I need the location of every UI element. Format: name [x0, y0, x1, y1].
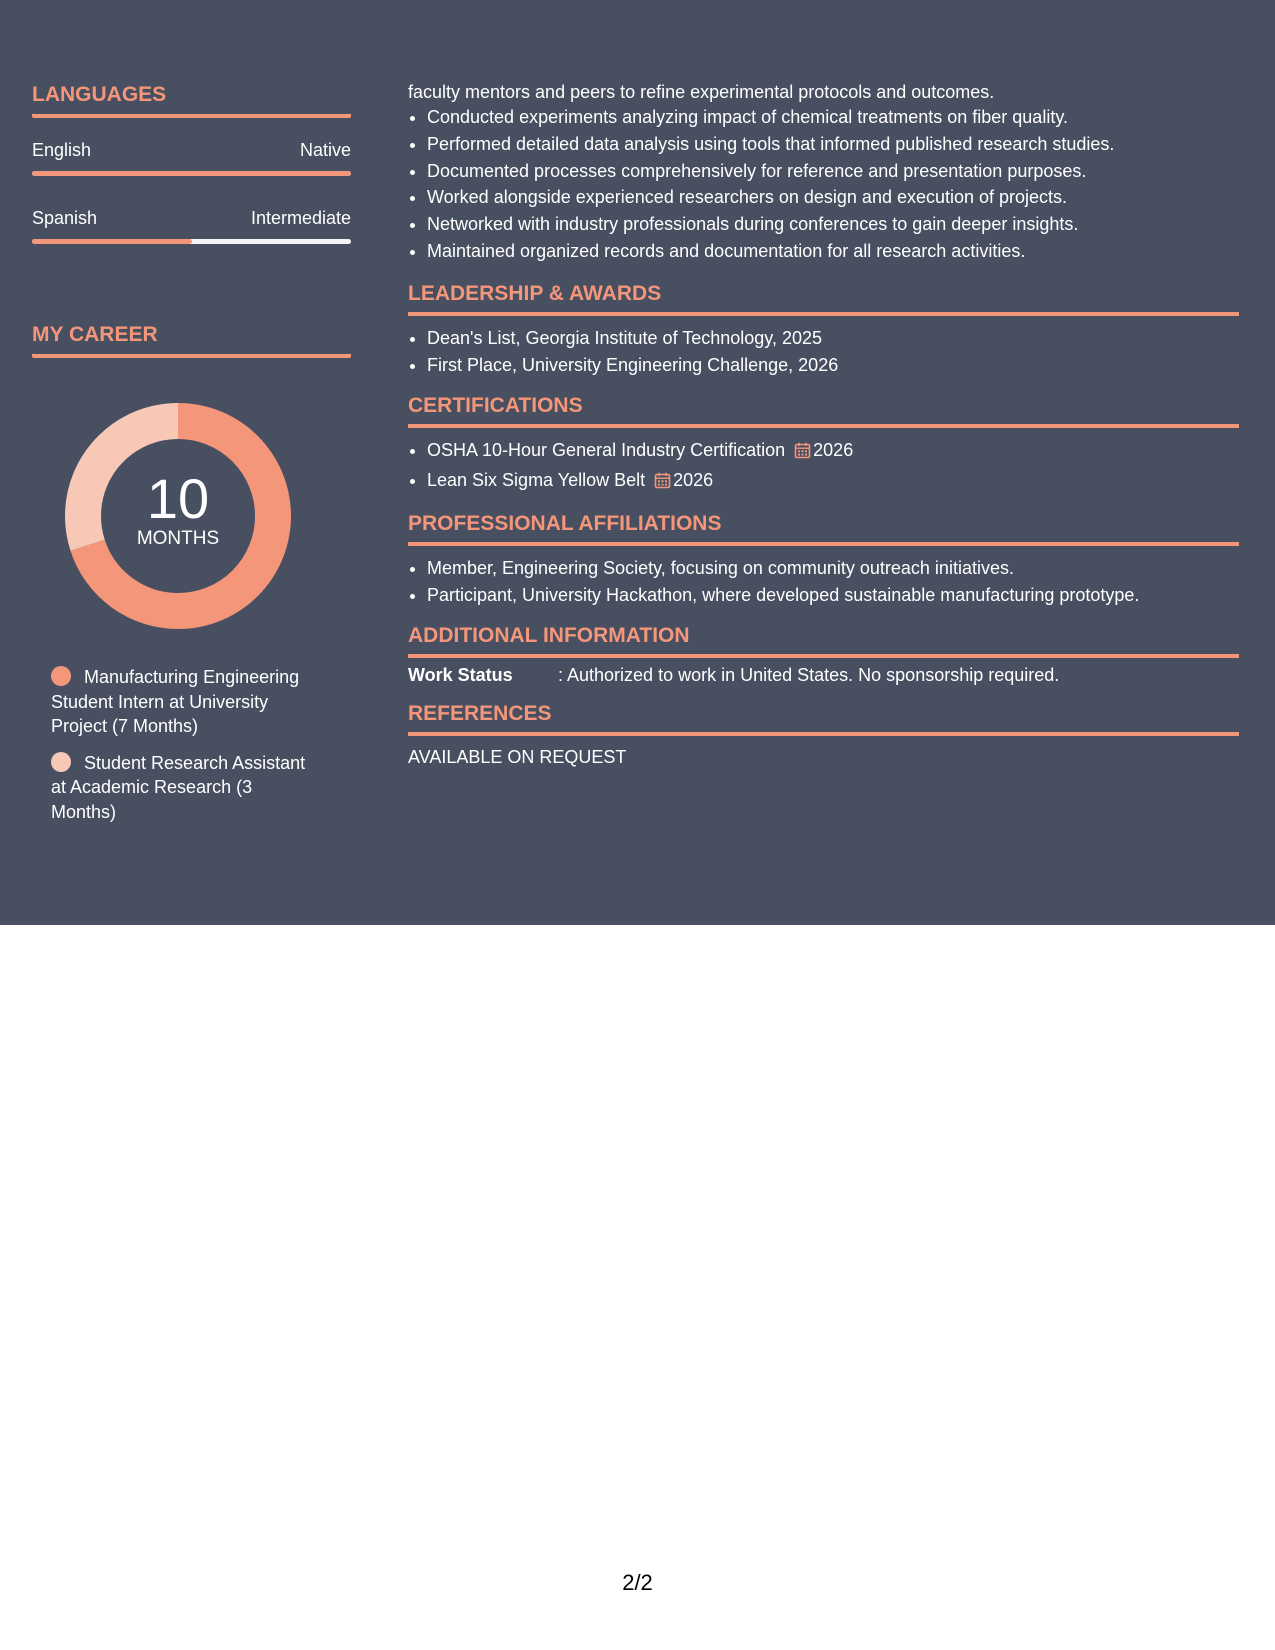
legend-dot	[51, 752, 71, 772]
language-proficiency-bar	[32, 239, 351, 244]
leadership-section	[408, 279, 1239, 379]
calendar-icon	[654, 470, 671, 497]
certifications-heading: CERTIFICATIONS	[408, 391, 1239, 428]
legend-dot	[51, 666, 71, 686]
legend-label: Student Research Assistant at Academic Research (3 Months)	[51, 752, 306, 822]
additional-info-heading: ADDITIONAL INFORMATION	[408, 621, 1239, 658]
main-content	[408, 80, 1239, 769]
legend-item	[51, 665, 321, 739]
list-item: • Worked alongside experienced researchers on design and execution of projects.	[427, 184, 1239, 211]
list-item	[427, 467, 1239, 497]
certifications-section	[408, 391, 1239, 497]
references-text: AVAILABLE ON REQUEST	[408, 746, 627, 767]
list-item	[427, 437, 1239, 467]
certifications-list	[408, 437, 1239, 497]
certification-name: OSHA 10-Hour General Industry Certification	[427, 439, 786, 460]
work-status-value: : Authorized to work in United States. No sponsorship required.	[558, 664, 1060, 685]
certification-year: 2026	[813, 439, 854, 460]
leadership-heading: LEADERSHIP & AWARDS	[408, 279, 1239, 316]
affiliations-section	[408, 509, 1239, 609]
list-item: • Conducted experiments analyzing impact of chemical treatments on fiber quality.	[427, 104, 1239, 131]
list-item: • Member, Engineering Society, focusing on community outreach initiatives.	[427, 555, 1239, 582]
languages-heading: LANGUAGES	[32, 80, 351, 118]
work-status-label: Work Status	[408, 664, 513, 685]
leadership-list	[408, 325, 1239, 379]
references-heading: REFERENCES	[408, 699, 1239, 736]
list-item: • First Place, University Engineering Challenge, 2026	[427, 352, 1239, 379]
legend-item	[51, 751, 321, 825]
list-item: • Documented processes comprehensively for reference and presentation purposes.	[427, 158, 1239, 185]
list-item: • Performed detailed data analysis using tools that informed published research studies.	[427, 131, 1239, 158]
calendar-icon	[794, 440, 811, 467]
work-status-row	[408, 663, 1239, 687]
sidebar	[32, 80, 351, 836]
affiliations-heading: PROFESSIONAL AFFILIATIONS	[408, 509, 1239, 546]
references-section	[408, 699, 1239, 769]
career-total-number: 10	[146, 467, 210, 530]
legend-label: Manufacturing Engineering Student Intern at University Project (7 Months)	[51, 667, 300, 736]
list-item: • Networked with industry professionals during conferences to gain deeper insights.	[427, 211, 1239, 238]
language-level: Intermediate	[250, 208, 351, 228]
language-level: Native	[299, 140, 351, 160]
certification-name: Lean Six Sigma Yellow Belt	[427, 469, 646, 490]
experience-bullets	[408, 104, 1239, 265]
language-name: English	[32, 140, 92, 160]
career-heading: MY CAREER	[32, 320, 351, 358]
certification-year: 2026	[673, 469, 714, 490]
additional-info-section	[408, 621, 1239, 687]
experience-continuation: faculty mentors and peers to refine experimental protocols and outcomes.	[408, 82, 995, 102]
language-name: Spanish	[32, 208, 98, 228]
list-item: • Participant, University Hackathon, where developed sustainable manufacturing prototype.	[427, 582, 1239, 609]
affiliations-list	[408, 555, 1239, 609]
list-item: • Dean's List, Georgia Institute of Technology, 2025	[427, 325, 1239, 352]
career-legend	[51, 665, 321, 824]
career-donut-chart	[63, 401, 293, 631]
language-english	[32, 138, 351, 176]
page-number: 2/2	[622, 1570, 653, 1595]
language-proficiency-fill	[32, 171, 351, 176]
language-spanish	[32, 206, 351, 244]
language-proficiency-bar	[32, 171, 351, 176]
language-proficiency-fill	[32, 239, 192, 244]
list-item: • Maintained organized records and documentation for all research activities.	[427, 238, 1239, 265]
career-total-unit: MONTHS	[136, 528, 220, 549]
